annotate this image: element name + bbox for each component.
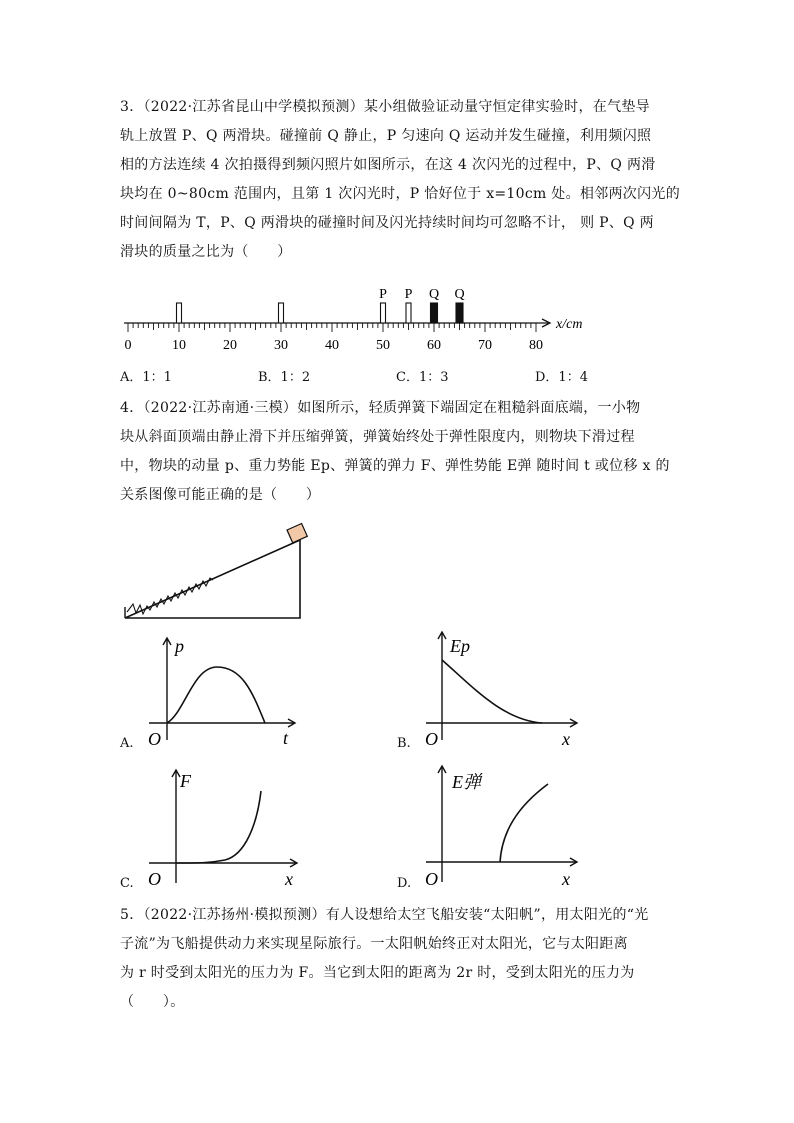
q4-line: 关系图像可能正确的是（ ） xyxy=(120,487,321,503)
q3-line: 轨上放置 P、Q 两滑块。碰撞前 Q 静止，P 匀速向 Q 运动并发生碰撞，利用频闪照 xyxy=(120,128,652,144)
tick-label: 30 xyxy=(274,338,288,353)
slider-q-block xyxy=(431,303,438,323)
origin-label: O xyxy=(148,729,161,747)
origin-label: O xyxy=(425,729,438,748)
q5-line: （ ）。 xyxy=(120,994,185,1010)
y-axis-label: E弹 xyxy=(452,772,481,792)
slider-q-block xyxy=(456,303,463,323)
q3-options xyxy=(120,366,680,386)
question-5-text xyxy=(120,901,680,1017)
y-axis-label: Ep xyxy=(450,636,470,656)
graph-b xyxy=(422,628,587,748)
tick-label: 70 xyxy=(478,338,492,353)
q5-line: 5．（2022·江苏扬州·模拟预测）有人设想给太空飞船安装“太阳帆”，用太阳光的“光 xyxy=(120,907,649,923)
origin-label: O xyxy=(148,869,161,889)
q4-line: 4．（2022·江苏南通·三模）如图所示，轻质弹簧下端固定在粗糙斜面底端，一小物 xyxy=(120,400,641,416)
tick-label: 80 xyxy=(529,338,543,353)
question-4-text xyxy=(120,394,680,510)
x-axis-label: t xyxy=(283,728,289,747)
tick-label: 20 xyxy=(223,338,237,353)
x-axis-label: x xyxy=(562,869,570,889)
tick-label: 50 xyxy=(376,338,390,353)
option-c[interactable]: C．1：3 xyxy=(396,370,449,385)
graph-b-option[interactable]: B. xyxy=(397,736,411,751)
graph-c xyxy=(145,765,305,890)
graph-a-option[interactable]: A. xyxy=(120,736,134,751)
slider-p-block xyxy=(406,303,411,323)
slider-p-block xyxy=(279,303,284,323)
block-label: Q xyxy=(428,287,440,302)
tick-label: 40 xyxy=(325,338,339,353)
block-label: P xyxy=(404,287,413,302)
x-axis-label: x xyxy=(285,869,293,889)
q3-line: 块均在 0~80cm 范围内，且第 1 次闪光时，P 恰好位于 x=10cm 处。相邻两次闪光的 xyxy=(120,186,681,202)
q4-line: 中，物块的动量 p、重力势能 Ep、弹簧的弹力 F、弹性势能 E弹 随时间 t 或位移 x 的 xyxy=(120,458,670,474)
slider-p-block xyxy=(381,303,386,323)
y-axis-label: p xyxy=(175,636,184,656)
question-3-text xyxy=(120,93,680,267)
q3-ruler-figure xyxy=(110,270,610,362)
q4-line: 块从斜面顶端由静止滑下并压缩弹簧，弹簧始终处于弹性限度内，则物块下滑过程 xyxy=(120,429,635,445)
origin-label: O xyxy=(425,869,438,889)
x-axis-label: x xyxy=(562,729,570,748)
q5-line: 子流”为飞船提供动力来实现星际旅行。一太阳帆始终正对太阳光，它与太阳距离 xyxy=(120,936,628,952)
y-axis-label: F xyxy=(180,771,191,791)
option-b[interactable]: B．1：2 xyxy=(258,370,311,385)
q5-line: 为 r 时受到太阳光的压力为 F。当它到太阳的距离为 2r 时，受到太阳光的压力为 xyxy=(120,965,635,981)
slider-p-block xyxy=(177,303,182,323)
axis-label: x/cm xyxy=(556,317,583,332)
block-label: Q xyxy=(454,287,465,302)
graph-d xyxy=(422,762,587,890)
incline-spring-figure xyxy=(115,518,315,623)
tick-label: 10 xyxy=(172,338,186,353)
graph-c-option[interactable]: C. xyxy=(120,876,134,891)
option-a[interactable]: A．1：1 xyxy=(120,370,172,385)
q3-line: 相的方法连续 4 次拍摄得到频闪照片如图所示，在这 4 次闪光的过程中，P、Q 两滑 xyxy=(120,157,656,173)
tick-label: 0 xyxy=(124,338,132,353)
q3-line: 3．（2022·江苏省昆山中学模拟预测）某小组做验证动量守恒定律实验时，在气垫导 xyxy=(120,99,650,115)
q3-line: 滑块的质量之比为（ ） xyxy=(120,244,292,260)
graph-d-option[interactable]: D. xyxy=(397,876,412,891)
option-d[interactable]: D．1：4 xyxy=(535,370,588,385)
q3-line: 时间间隔为 T，P、Q 两滑块的碰撞时间及闪光持续时间均可忽略不计， 则 P、Q 两 xyxy=(120,215,654,231)
block-label: P xyxy=(379,287,387,302)
tick-label: 60 xyxy=(427,338,441,353)
graph-a xyxy=(145,632,305,747)
